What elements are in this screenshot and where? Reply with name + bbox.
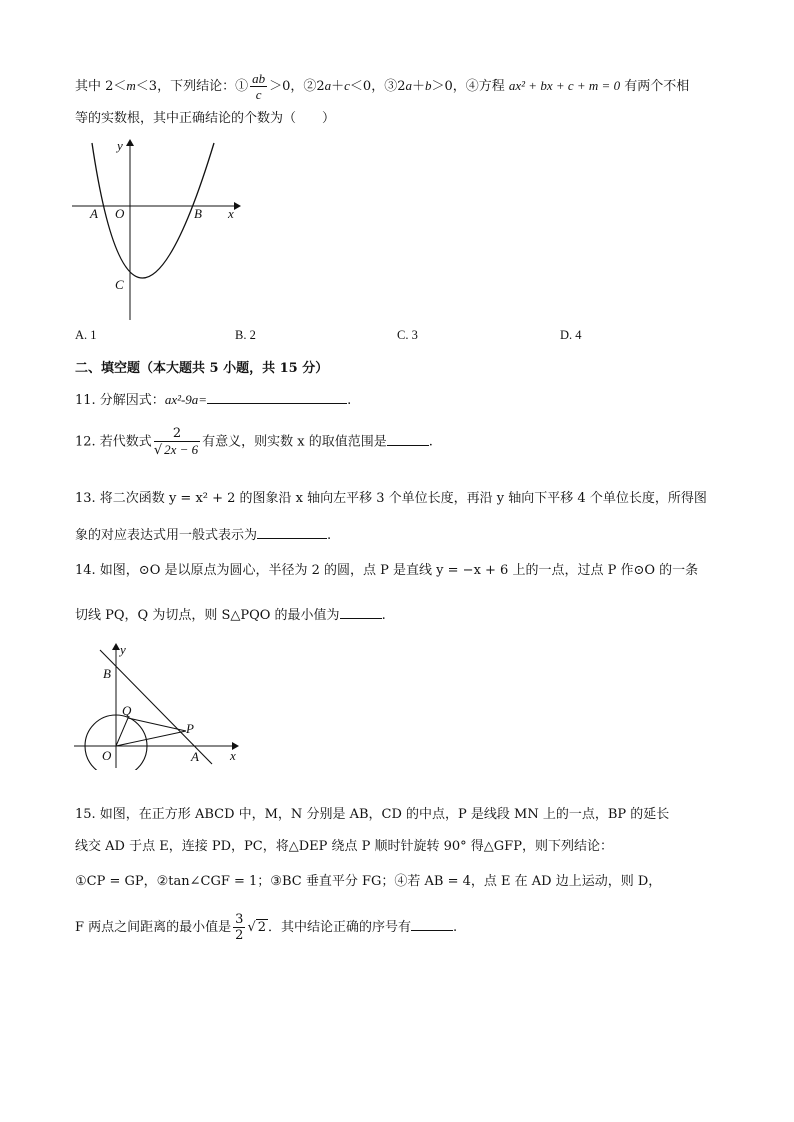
q10-label-B: B	[194, 206, 202, 221]
q10-option-a: A. 1	[75, 328, 97, 342]
q14-line2	[75, 606, 386, 625]
q12-answer-blank	[387, 433, 429, 446]
q14-segment-oq	[116, 718, 128, 746]
q11-expression: ax²-9a=	[164, 392, 208, 407]
q10-var-a: a	[324, 78, 332, 93]
q15-line3: ①CP = GP，②tan∠CGF = 1；③BC 垂直平分 FG；④若 AB = 4，点 E 在 AD 边上运动，则 D，	[75, 874, 662, 889]
q14-label-B: B	[103, 666, 111, 681]
q11-answer-blank	[207, 391, 347, 404]
q12-fraction	[154, 426, 200, 458]
q10-label-y: y	[117, 138, 123, 153]
q15-line4-text: F 两点之间距离的最小值是	[75, 920, 232, 935]
q15-answer-blank	[411, 918, 453, 931]
q15-frac-num: 3	[235, 912, 244, 927]
q14-circle-figure	[70, 640, 245, 770]
q15-end: .	[453, 920, 458, 935]
q10-var-a: a	[405, 78, 412, 93]
q10-frac-num: ab	[252, 71, 266, 86]
q13-line2-text: 象的对应表达式用一般式表示为	[75, 528, 258, 543]
q10-text: 有两个不相	[620, 79, 690, 94]
q10-option-d: D. 4	[560, 328, 582, 342]
q10-parabola-graph	[70, 135, 250, 325]
q15-sqrt-value: 2	[257, 920, 267, 935]
q12-frac-num: 2	[154, 426, 200, 442]
q10-var-m: m	[126, 78, 136, 93]
q15-fraction	[233, 912, 245, 943]
q15-frac-den: 2	[235, 928, 244, 943]
q12-line	[75, 426, 433, 458]
q15-sqrt: √ 2	[247, 920, 267, 935]
q12-end: .	[428, 434, 433, 450]
q10-text: 其中 2＜	[75, 79, 127, 94]
q14-line2-text: 切线 PQ，Q 为切点，则 S△PQO 的最小值为	[75, 608, 340, 623]
q14-label-y: y	[120, 642, 126, 657]
q14-label-A: A	[191, 749, 199, 764]
q15-line2: 线交 AD 于点 E，连接 PD，PC，将△DEP 绕点 P 顺时针旋转 90° 得△GFP，则下列结论：	[75, 839, 613, 854]
q10-text: ＋	[331, 79, 345, 94]
q10-line2: 等的实数根，其中正确结论的个数为（ ）	[75, 111, 336, 126]
q11-prefix: 11. 分解因式：	[75, 393, 165, 408]
q10-text: ＞0，④方程	[431, 79, 509, 94]
q11-line	[75, 391, 351, 410]
q15-line4	[75, 912, 457, 943]
q13-line1: 13. 将二次函数 y = x² + 2 的图象沿 x 轴向左平移 3 个单位长度，再沿 y 轴向下平移 4 个单位长度，所得图	[75, 491, 707, 506]
q10-label-A: A	[90, 206, 98, 221]
q13-line2	[75, 526, 331, 545]
q10-label-x: x	[228, 206, 234, 221]
q10-text: ＜0，③2	[349, 79, 406, 94]
q14-answer-blank	[340, 606, 382, 619]
q14-line1: 14. 如图，⊙O 是以原点为圆心，半径为 2 的圆，点 P 是直线 y = −x + 6 上的一点，过点 P 作⊙O 的一条	[75, 563, 699, 578]
q13-end: .	[327, 528, 332, 543]
q14-end: .	[381, 608, 386, 623]
q14-line-ab	[100, 650, 212, 764]
q14-label-O: O	[102, 748, 112, 763]
q10-var-c: c	[344, 78, 350, 93]
section-title: 二、填空题（本大题共 5 小题，共 15 分）	[75, 361, 329, 376]
q10-text: ＞0，②2	[269, 79, 325, 94]
q15-line1: 15. 如图，在正方形 ABCD 中，M，N 分别是 AB，CD 的中点，P 是线段 MN 上的一点，BP 的延长	[75, 807, 670, 822]
q14-segment-qp	[128, 718, 186, 731]
q12-frac-den: √ 2x − 6	[153, 442, 199, 458]
q14-segment-op	[116, 731, 186, 746]
q12-sqrt-content: 2x − 6	[164, 442, 199, 457]
q10-option-b: B. 2	[235, 328, 256, 342]
q12-suffix: 有意义，则实数 x 的取值范围是	[202, 434, 387, 450]
q10-var-b: b	[424, 78, 432, 93]
q14-label-P: P	[186, 721, 194, 736]
q14-label-Q: Q	[122, 703, 132, 718]
q10-equation: ax² + bx + c + m = 0	[508, 78, 621, 93]
q10-label-O: O	[115, 206, 125, 221]
q10-line1	[75, 71, 689, 102]
q10-label-C: C	[115, 277, 124, 292]
q10-frac-den: c	[255, 87, 262, 102]
q15-line4-text2: ．其中结论正确的序号有	[268, 920, 412, 935]
q11-suffix: .	[347, 393, 352, 408]
q12-prefix: 12. 若代数式	[75, 434, 152, 450]
q13-answer-blank	[257, 526, 327, 539]
q14-label-x: x	[230, 748, 236, 763]
q10-option-c: C. 3	[397, 328, 418, 342]
q10-text: ＋	[411, 79, 425, 94]
q10-text: ＜3，下列结论：①	[135, 79, 249, 94]
q10-fraction	[250, 71, 267, 102]
